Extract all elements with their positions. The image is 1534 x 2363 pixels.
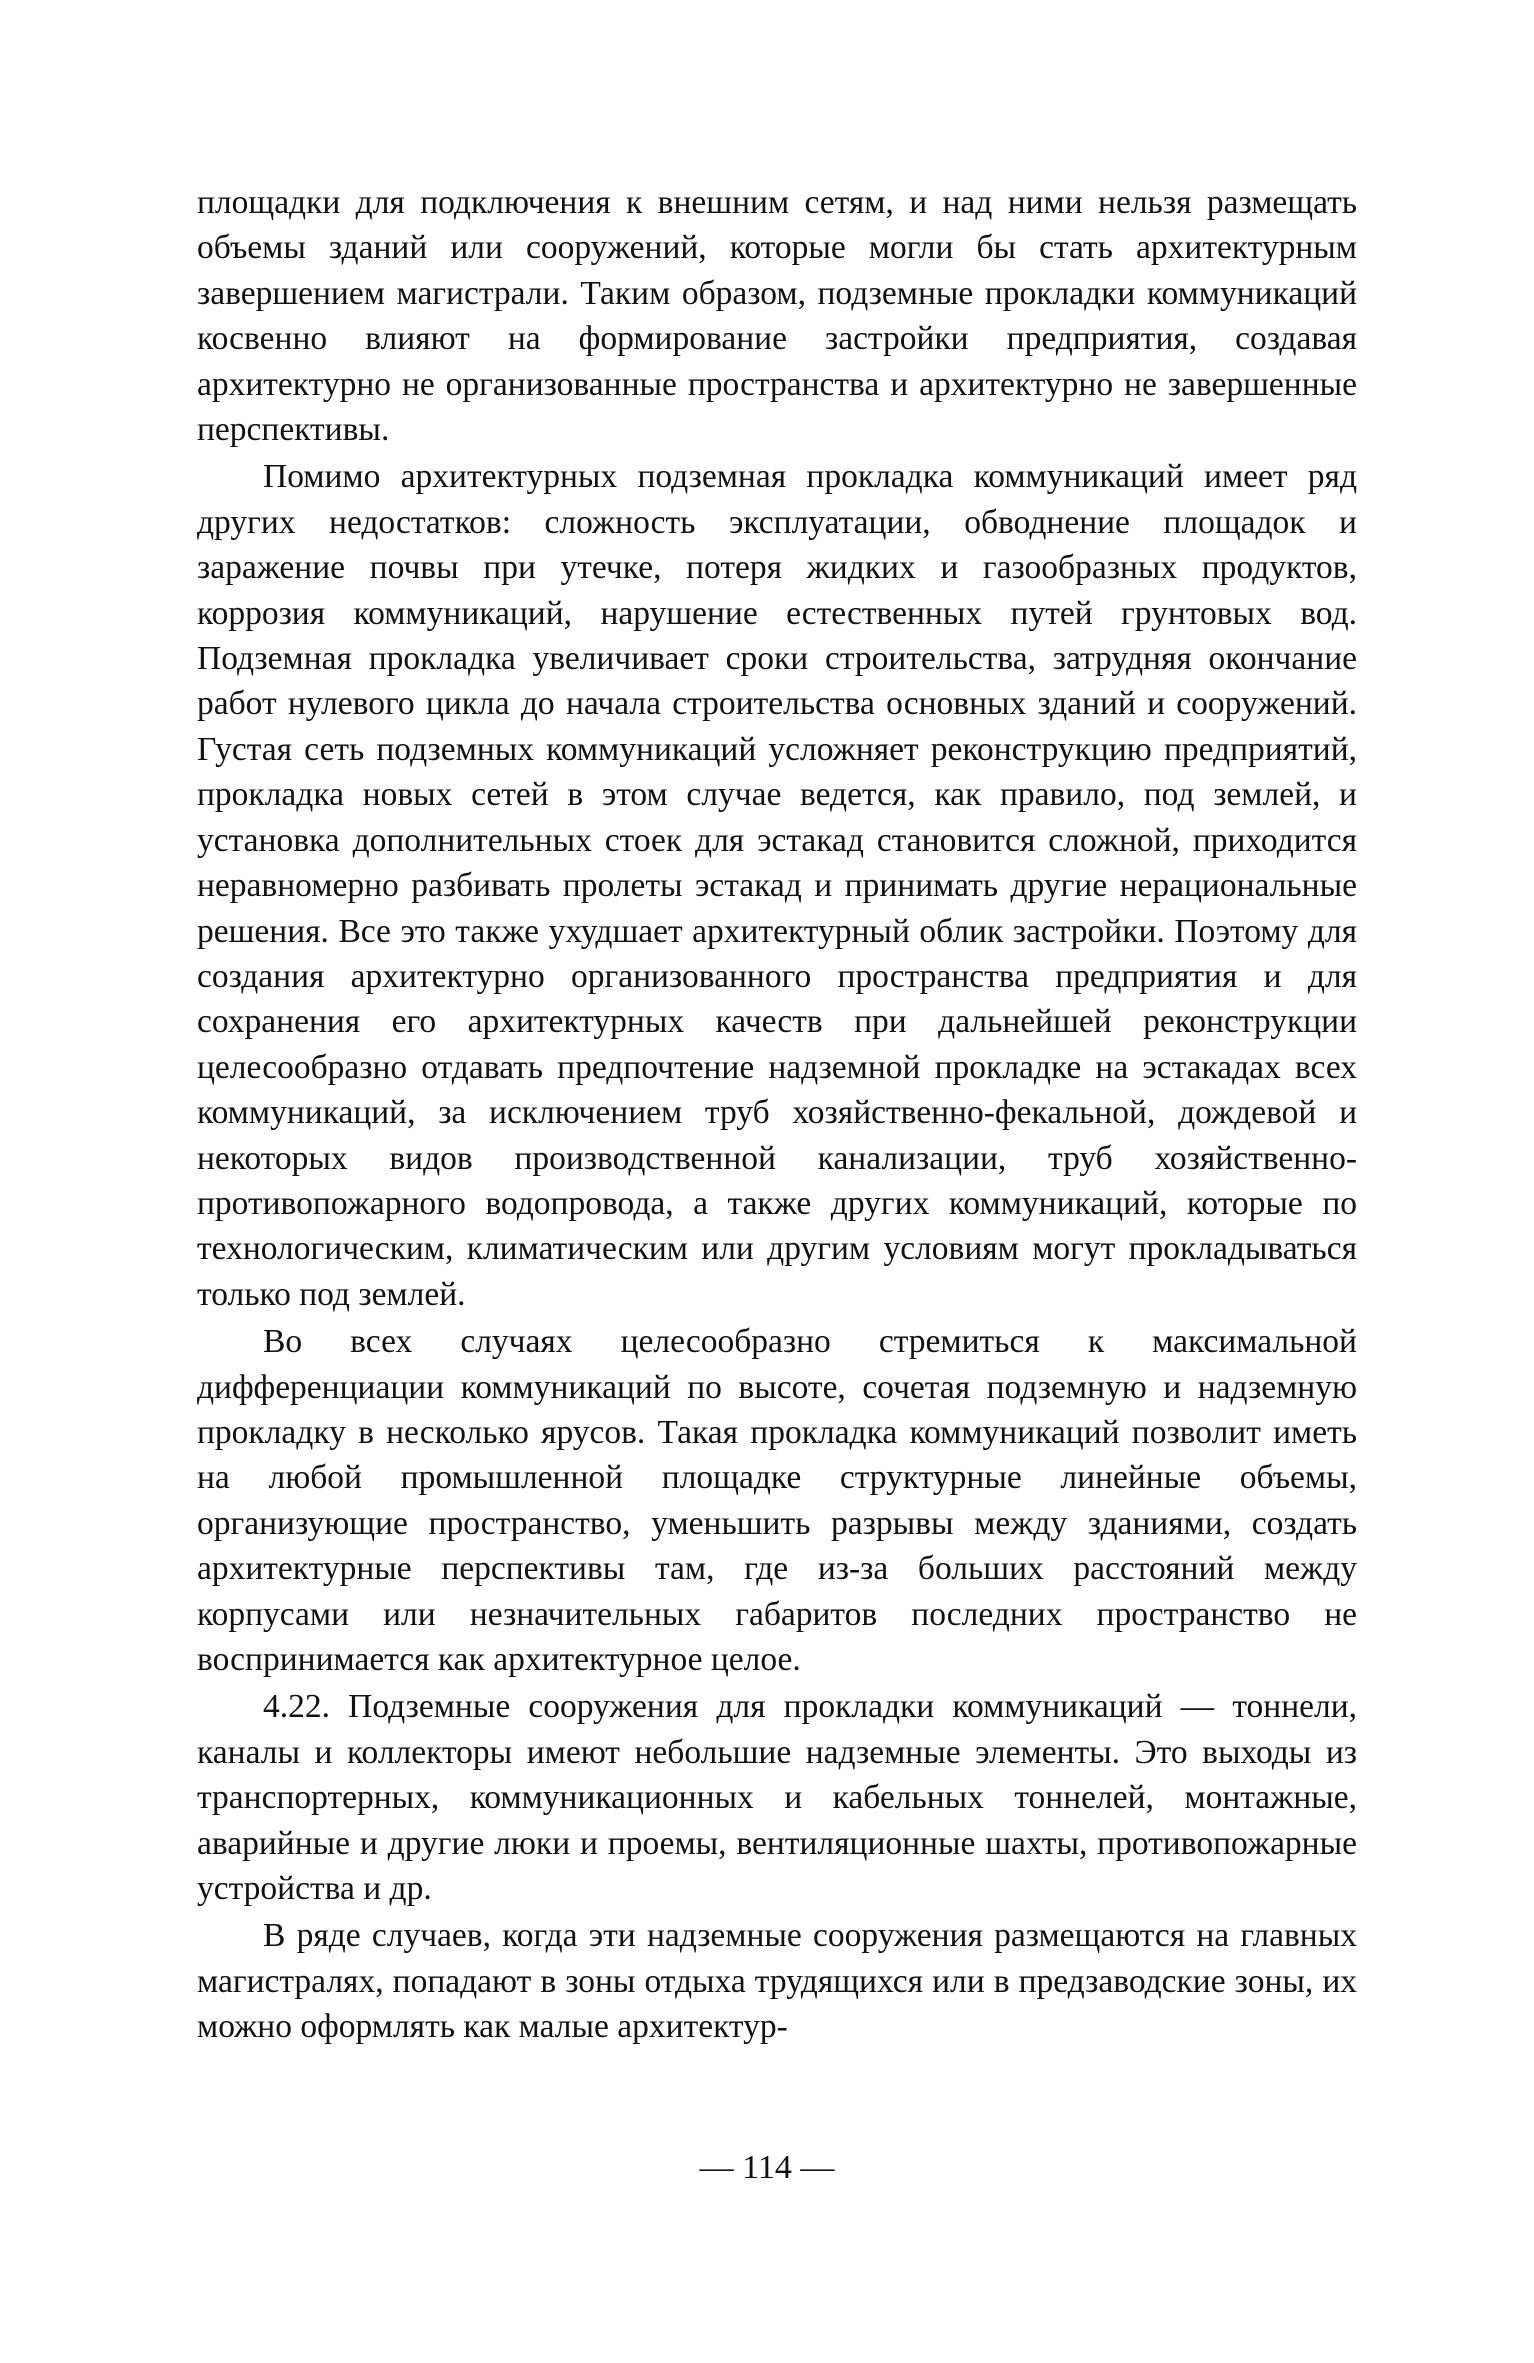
page-number: — 114 — <box>699 2149 835 2186</box>
paragraph-clause-4-22 <box>197 1684 1357 1911</box>
paragraph-above-ground-structures: В ряде случаев, когда эти надземные сооружения размещаются на главных магистралях, попадают в зоны отдыха трудящихся или в предзаводские зоны, их можно оформлять как малые архитектур- <box>197 1917 1357 2046</box>
clause-text: Подземные сооружения для прокладки коммуникаций — тоннели, каналы и коллекторы имеют небольшие надземные элементы. Это выходы из транспортерных, коммуникационных и кабельных тоннелей, монтажные, аварийные и другие люки и проемы, вентиляционные шахты, противопожарные устройства и др. <box>197 1688 1358 1908</box>
paragraph-underground-drawbacks: Помимо архитектурных подземная прокладка коммуникаций имеет ряд других недостатков: сложность эксплуатации, обводнение площадок и заражение почвы при утечке, потеря жидких и газообразных продуктов, коррозия коммуникаций, нарушение естественных путей грунтовых вод. Подземная прокладка увеличивает сроки строительства, затрудняя окончание работ нулевого цикла до начала строительства основных зданий и сооружений. Густая сеть подземных коммуникаций усложняет реконструкцию предприятий, прокладка новых сетей в этом случае ведется, как правило, под землей, и установка дополнительных стоек для эстакад становится сложной, приходится неравномерно разбивать пролеты эстакад и принимать другие нерациональные решения. Все это также ухудшает архитектурный облик застройки. Поэтому для создания архитектурно организованного пространства предприятия и для сохранения его архитектурных качеств при дальнейшей реконструкции целесообразно отдавать предпочтение надземной прокладке на эстакадах всех коммуникаций, за исключением труб хозяйственно-фекальной, дождевой и некоторых видов производственной канализации, труб хозяйственно-противопожарного водопровода, а также других коммуникаций, которые по технологическим, климатическим или другим условиям могут прокладываться только под землей. <box>197 458 1357 1313</box>
paragraph-continuation: площадки для подключения к внешним сетям, и над ними нельзя размещать объемы зданий или сооружений, которые могли бы стать архитектурным завершением магистрали. Таким образом, подземные прокладки коммуникаций косвенно влияют на формирование застройки предприятия, создавая архитектурно не организованные пространства и архитектурно не завершенные перспективы. <box>197 184 1357 449</box>
paragraph-height-differentiation: Во всех случаях целесообразно стремиться к максимальной дифференциации коммуникаций по высоте, сочетая подземную и надземную прокладку в несколько ярусов. Такая прокладка коммуникаций позволит иметь на любой промышленной площадке структурные линейные объемы, организующие пространство, уменьшить разрывы между зданиями, создать архитектурные перспективы там, где из-за больших расстояний между корпусами или незначительных габаритов последних пространство не воспринимается как архитектурное целое. <box>197 1323 1357 1678</box>
page-body <box>197 180 1357 2050</box>
clause-number: 4.22. <box>263 1688 330 1726</box>
